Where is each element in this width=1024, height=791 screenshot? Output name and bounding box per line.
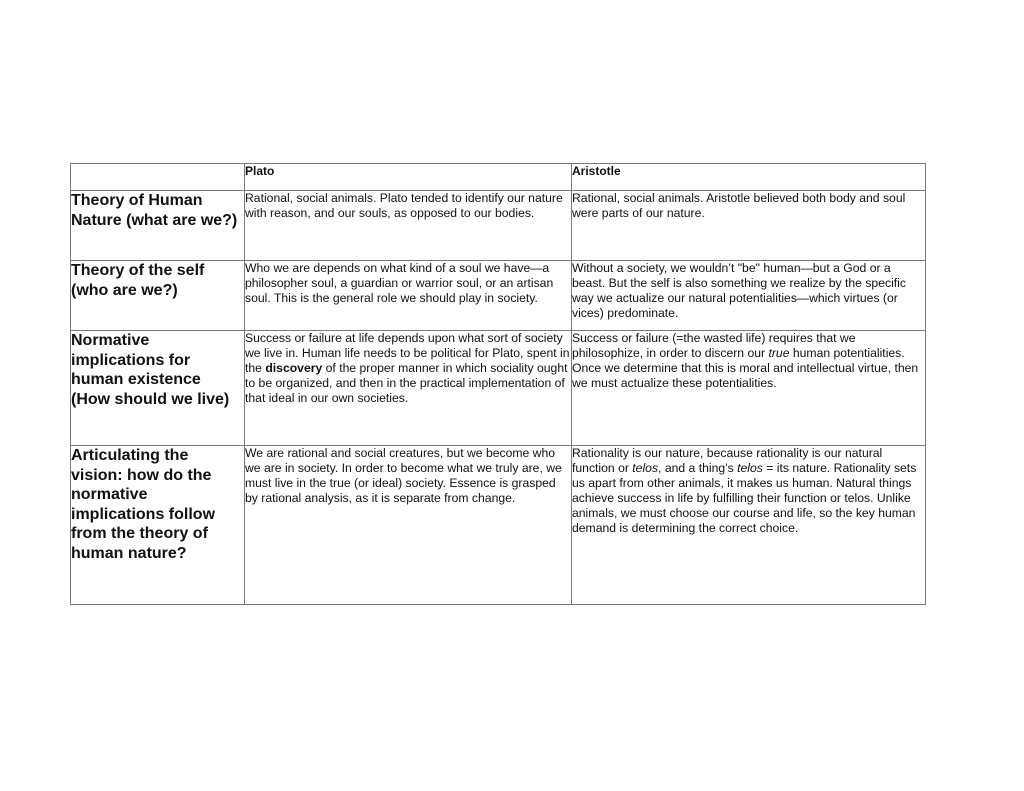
aristotle-vision-italic-2: telos bbox=[737, 461, 763, 475]
aristotle-normative-text-2: human potentialities. Once we determine that this is moral and intellectual virtue, then we must actualize these potentialities. bbox=[572, 346, 919, 390]
row-label-human-nature: Theory of Human Nature (what are we?) bbox=[71, 191, 245, 261]
aristotle-normative bbox=[572, 331, 926, 446]
plato-self: Who we are depends on what kind of a soul we have—a philosopher soul, a guardian or warrior soul, or an artisan soul. This is the general role we should play in society. bbox=[245, 261, 572, 331]
comparison-table bbox=[70, 163, 926, 605]
table-row bbox=[71, 261, 926, 331]
aristotle-vision-italic-1: telos bbox=[632, 461, 659, 475]
plato-normative-text-1: Success or failure at life depends upon what sort of society we live in. Human life needs to be political for Plato, spent in the bbox=[245, 331, 570, 375]
table-row bbox=[71, 446, 926, 605]
plato-normative-text-2: of the proper manner in which sociality ought to be organized, and then in the practical implementation of that ideal in our own societies. bbox=[245, 361, 568, 405]
aristotle-vision bbox=[572, 446, 926, 605]
row-label-normative: Normative implications for human existence (How should we live) bbox=[71, 331, 245, 446]
plato-normative-bold: discovery bbox=[265, 361, 323, 375]
row-label-vision: Articulating the vision: how do the normative implications follow from the theory of human nature? bbox=[71, 446, 245, 605]
plato-normative bbox=[245, 331, 572, 446]
row-label-self: Theory of the self (who are we?) bbox=[71, 261, 245, 331]
aristotle-vision-text-3: = its nature. Rationality sets us apart from other animals, it makes us human. Natural things achieve success in life by fulfilling their function or telos. Unlike animals, we must choose our course and life, so the key human demand is determining the correct choice. bbox=[572, 461, 917, 535]
table-row bbox=[71, 331, 926, 446]
header-empty-cell bbox=[71, 164, 245, 191]
plato-human-nature: Rational, social animals. Plato tended to identify our nature with reason, and our souls, as opposed to our bodies. bbox=[245, 191, 572, 261]
aristotle-normative-text-1: Success or failure (=the wasted life) requires that we philosophize, in order to discern our bbox=[572, 331, 856, 360]
header-aristotle: Aristotle bbox=[572, 164, 926, 191]
aristotle-vision-text-1: Rationality is our nature, because rationality is our natural function or bbox=[572, 446, 883, 475]
header-plato: Plato bbox=[245, 164, 572, 191]
aristotle-self: Without a society, we wouldn’t "be" human—but a God or a beast. But the self is also something we realize by the specific way we actualize our natural potentialities—which virtues (or vices) predominate. bbox=[572, 261, 926, 331]
plato-vision: We are rational and social creatures, but we become who we are in society. In order to become what we truly are, we must live in the true (or ideal) society. Essence is grasped by rational analysis, as it is separate from change. bbox=[245, 446, 572, 605]
aristotle-normative-italic: true bbox=[768, 346, 790, 360]
table-row bbox=[71, 191, 926, 261]
aristotle-human-nature: Rational, social animals. Aristotle believed both body and soul were parts of our nature. bbox=[572, 191, 926, 261]
table-header-row bbox=[71, 164, 926, 191]
aristotle-vision-text-2: , and a thing’s bbox=[658, 461, 738, 475]
